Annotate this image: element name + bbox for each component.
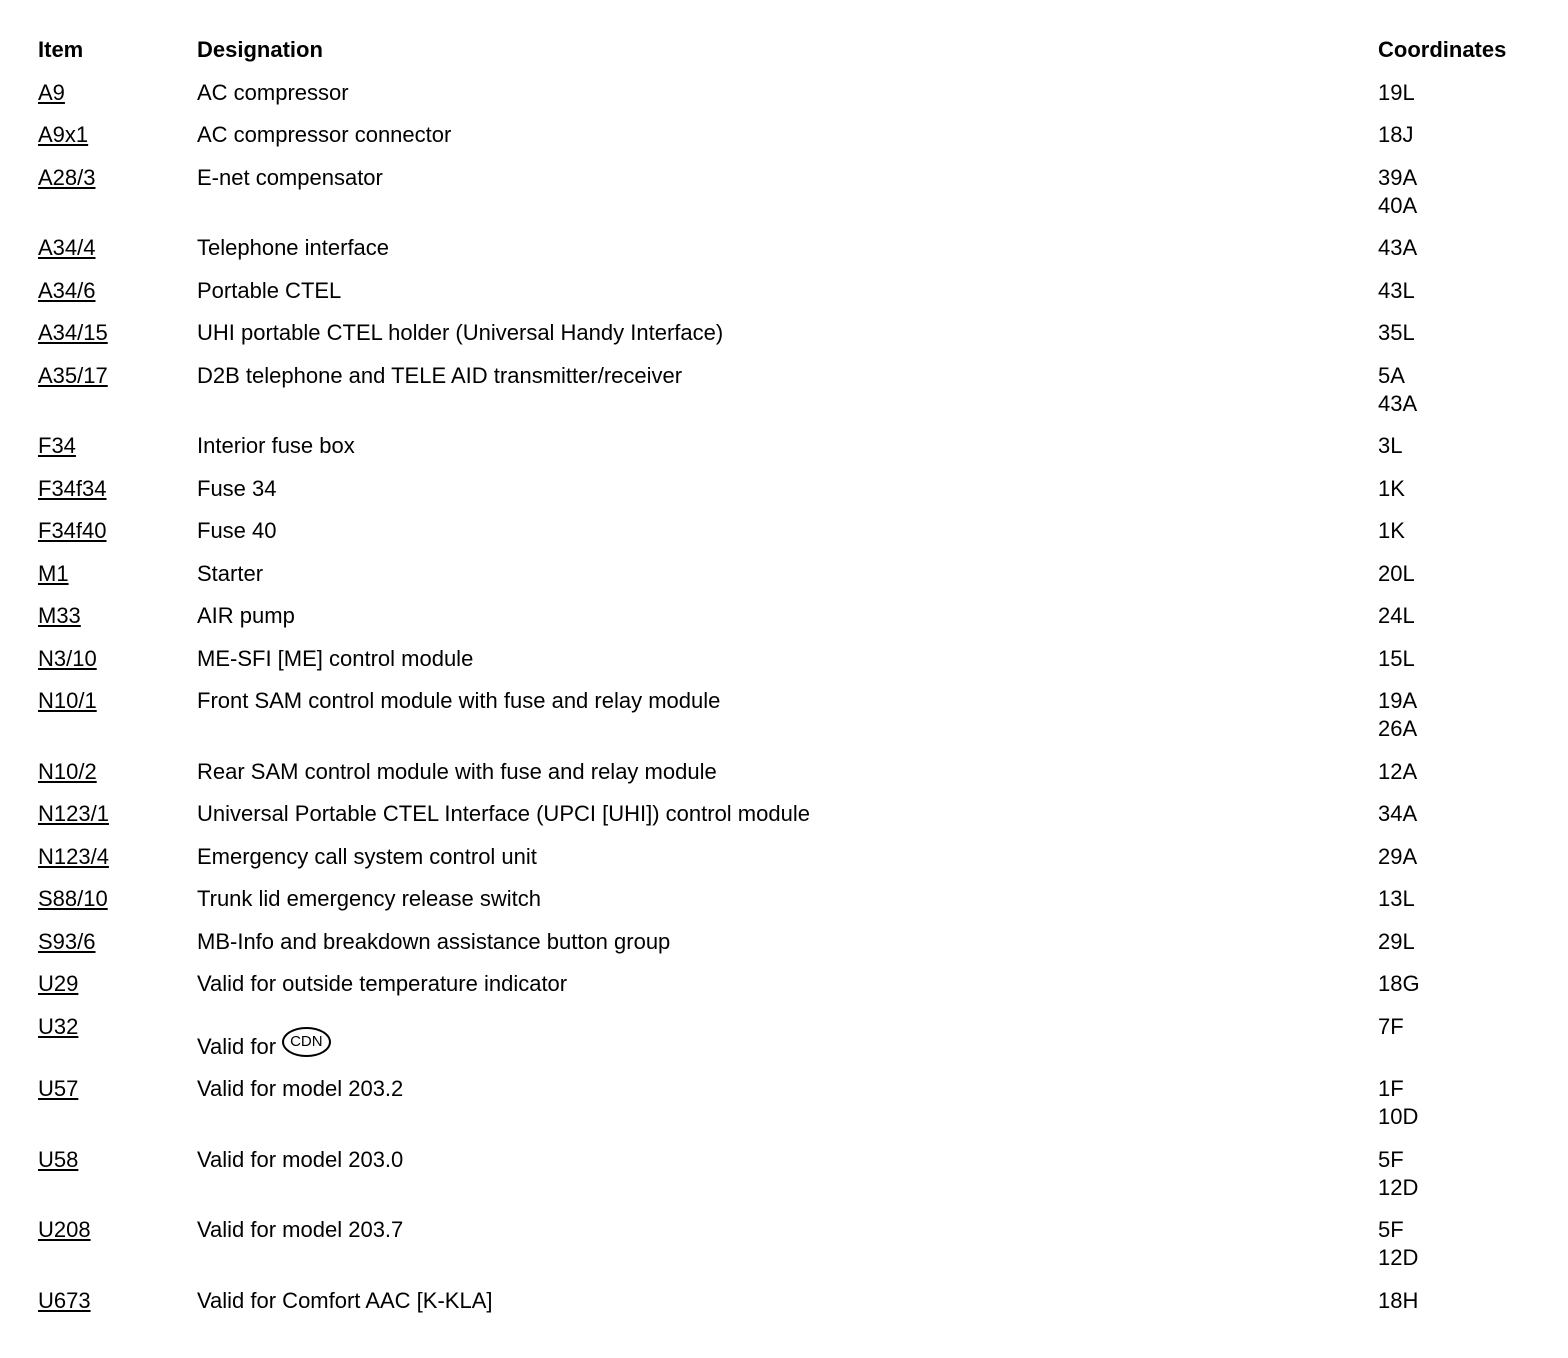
designation: Trunk lid emergency release switch xyxy=(197,886,541,911)
coordinate: 43A xyxy=(1378,390,1418,416)
coordinate: 7F xyxy=(1378,1013,1404,1039)
table-row xyxy=(38,475,1538,518)
coordinates-cell xyxy=(1378,758,1538,786)
designation: Fuse 40 xyxy=(197,518,277,543)
designation: Valid for model 203.2 xyxy=(197,1076,404,1101)
table-row xyxy=(38,602,1538,645)
coordinate: 20L xyxy=(1378,560,1415,586)
table-row xyxy=(38,1287,1538,1330)
designation: Interior fuse box xyxy=(197,433,355,458)
coordinates-cell xyxy=(1378,517,1538,545)
item-link[interactable]: U29 xyxy=(38,971,79,996)
table-row xyxy=(38,970,1538,1013)
table-row xyxy=(38,79,1538,122)
coordinates-cell xyxy=(1378,645,1538,673)
item-link[interactable]: S93/6 xyxy=(38,928,96,954)
designation: Valid for model 203.0 xyxy=(197,1146,404,1172)
coordinates-cell xyxy=(1378,432,1538,460)
designation: AIR pump xyxy=(197,603,295,628)
coordinate: 29L xyxy=(1378,928,1415,954)
coordinate: 19A xyxy=(1378,688,1418,713)
coordinate: 39A xyxy=(1378,164,1418,190)
component-table xyxy=(38,36,1538,1329)
item-link[interactable]: A34/6 xyxy=(38,277,96,303)
coordinate: 12A xyxy=(1378,758,1418,784)
designation: Starter xyxy=(197,560,264,586)
coordinates-cell xyxy=(1378,560,1538,588)
item-link[interactable]: U673 xyxy=(38,1287,91,1313)
item-link[interactable]: F34 xyxy=(38,433,76,458)
coordinates-cell xyxy=(1378,164,1538,220)
table-row xyxy=(38,1075,1538,1146)
item-link[interactable]: N10/2 xyxy=(38,758,97,784)
coordinates-cell xyxy=(1378,121,1538,149)
designation: Valid for model 203.7 xyxy=(197,1217,404,1242)
designation: AC compressor connector xyxy=(197,122,452,147)
coordinates-cell xyxy=(1378,970,1538,998)
coordinate: 18G xyxy=(1378,971,1420,996)
table-row xyxy=(38,687,1538,758)
table-row xyxy=(38,121,1538,164)
item-link[interactable]: U208 xyxy=(38,1217,91,1242)
table-row xyxy=(38,1013,1538,1076)
coordinate: 18H xyxy=(1378,1287,1419,1313)
coordinates-cell xyxy=(1378,277,1538,305)
table-row xyxy=(38,517,1538,560)
item-link[interactable]: A34/4 xyxy=(38,235,96,260)
coordinate: 1F xyxy=(1378,1076,1404,1101)
coordinates-cell xyxy=(1378,475,1538,503)
table-row xyxy=(38,560,1538,603)
designation: Front SAM control module with fuse and relay module xyxy=(197,688,721,713)
coordinate: 35L xyxy=(1378,320,1415,345)
designation: E-net compensator xyxy=(197,164,383,190)
designation: Valid for xyxy=(197,1033,277,1059)
table-row xyxy=(38,277,1538,320)
coordinate: 15L xyxy=(1378,645,1415,671)
designation: Emergency call system control unit xyxy=(197,843,537,869)
cdn-country-icon: CDN xyxy=(282,1027,331,1057)
coordinates-cell xyxy=(1378,362,1538,418)
coordinate: 18J xyxy=(1378,122,1414,147)
coordinate: 43A xyxy=(1378,235,1418,260)
coordinates-cell xyxy=(1378,843,1538,871)
item-link[interactable]: U32 xyxy=(38,1013,79,1039)
table-row xyxy=(38,885,1538,928)
item-link[interactable]: F34f34 xyxy=(38,475,107,501)
table-row xyxy=(38,164,1538,235)
designation: Valid for Comfort AAC [K-KLA] xyxy=(197,1287,493,1313)
designation: Rear SAM control module with fuse and relay module xyxy=(197,758,717,784)
item-link[interactable]: U58 xyxy=(38,1146,79,1172)
coordinates-cell xyxy=(1378,1216,1538,1272)
designation: Fuse 34 xyxy=(197,475,277,501)
table-row xyxy=(38,319,1538,362)
designation: Portable CTEL xyxy=(197,277,342,303)
designation: Telephone interface xyxy=(197,235,390,260)
table-body xyxy=(38,79,1538,1330)
item-link[interactable]: N3/10 xyxy=(38,645,97,671)
coordinate: 29A xyxy=(1378,843,1418,869)
item-link[interactable]: U57 xyxy=(38,1076,79,1101)
coordinate: 5F xyxy=(1378,1146,1404,1172)
coordinate: 26A xyxy=(1378,716,1418,741)
coordinates-cell xyxy=(1378,1146,1538,1202)
coordinate: 40A xyxy=(1378,192,1418,218)
table-row xyxy=(38,645,1538,688)
item-link[interactable]: F34f40 xyxy=(38,518,107,543)
coordinates-cell xyxy=(1378,319,1538,347)
coordinate: 1K xyxy=(1378,518,1405,543)
item-link[interactable]: A28/3 xyxy=(38,164,96,190)
table-header xyxy=(38,36,1538,79)
designation: UHI portable CTEL holder (Universal Handy Interface) xyxy=(197,320,724,345)
table-row xyxy=(38,362,1538,433)
table-row xyxy=(38,432,1538,475)
designation: ME-SFI [ME] control module xyxy=(197,645,474,671)
coordinate: 3L xyxy=(1378,433,1403,458)
coordinate: 12D xyxy=(1378,1174,1419,1200)
coordinates-cell xyxy=(1378,1287,1538,1315)
item-link[interactable]: N123/1 xyxy=(38,801,109,826)
coordinates-cell xyxy=(1378,234,1538,262)
coordinates-cell xyxy=(1378,1013,1538,1061)
header-designation: Designation xyxy=(197,37,323,62)
table-row xyxy=(38,928,1538,971)
header-item: Item xyxy=(38,37,84,62)
coordinate: 43L xyxy=(1378,277,1415,303)
table-row xyxy=(38,843,1538,886)
coordinate: 1K xyxy=(1378,475,1405,501)
table-row xyxy=(38,1146,1538,1217)
designation: MB-Info and breakdown assistance button group xyxy=(197,928,671,954)
item-link[interactable]: A9x1 xyxy=(38,122,89,147)
item-link[interactable]: A9 xyxy=(38,79,65,105)
coordinate: 12D xyxy=(1378,1245,1419,1270)
coordinate: 10D xyxy=(1378,1104,1419,1129)
coordinates-cell xyxy=(1378,885,1538,913)
coordinates-cell xyxy=(1378,800,1538,828)
coordinate: 5A xyxy=(1378,362,1405,388)
item-link[interactable]: A35/17 xyxy=(38,362,108,388)
designation: Universal Portable CTEL Interface (UPCI [UHI]) control module xyxy=(197,801,810,826)
designation: AC compressor xyxy=(197,79,349,105)
item-link[interactable]: N10/1 xyxy=(38,688,97,713)
coordinate: 19L xyxy=(1378,79,1415,105)
item-link[interactable]: N123/4 xyxy=(38,843,109,869)
designation: Valid for outside temperature indicator xyxy=(197,971,568,996)
coordinates-cell xyxy=(1378,1075,1538,1131)
item-link[interactable]: S88/10 xyxy=(38,886,108,911)
table-row xyxy=(38,800,1538,843)
designation: D2B telephone and TELE AID transmitter/receiver xyxy=(197,362,683,388)
table-row xyxy=(38,1216,1538,1287)
coordinates-cell xyxy=(1378,928,1538,956)
coordinate: 34A xyxy=(1378,801,1418,826)
coordinates-cell xyxy=(1378,79,1538,107)
coordinates-cell xyxy=(1378,602,1538,630)
item-link[interactable]: M33 xyxy=(38,603,81,628)
table-row xyxy=(38,234,1538,277)
header-coordinates: Coordinates xyxy=(1378,37,1507,62)
coordinate: 13L xyxy=(1378,886,1415,911)
item-link[interactable]: M1 xyxy=(38,560,69,586)
coordinate: 5F xyxy=(1378,1217,1404,1242)
coordinates-cell xyxy=(1378,687,1538,743)
item-link[interactable]: A34/15 xyxy=(38,320,108,345)
table-row xyxy=(38,758,1538,801)
coordinate: 24L xyxy=(1378,603,1415,628)
